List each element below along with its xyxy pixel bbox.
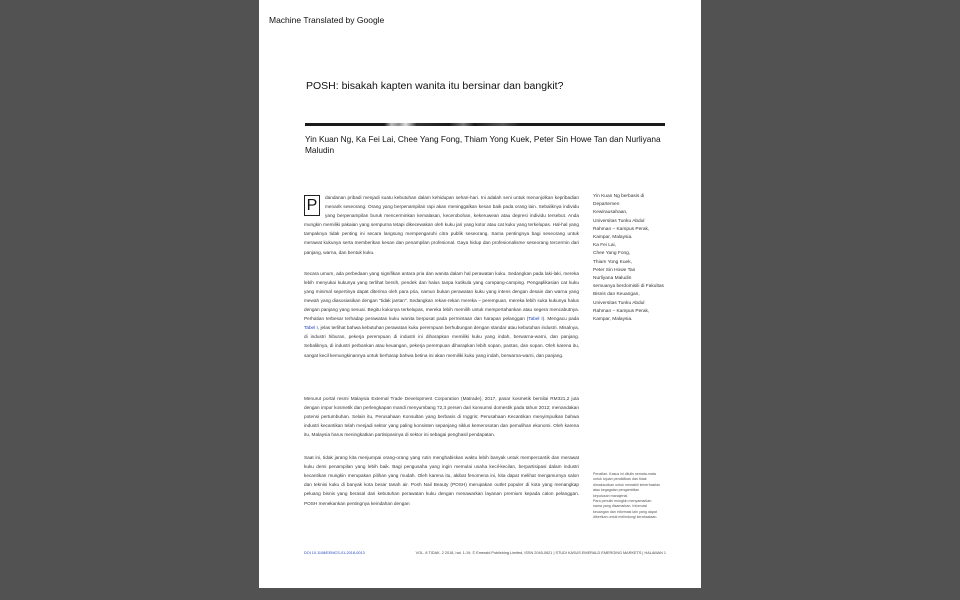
affiliation-line: Departemen <box>593 202 620 208</box>
affiliation-line: Universitas Tunku Abdul <box>593 218 645 224</box>
dropcap: P <box>304 195 320 216</box>
paragraph-1-text: dandanan pribadi menjadi suatu kebutuhan dalam kehidupan sehari-hari. Ini adalah seni untuk menonjolkan kepribadian menarik seseorang. Orang yang berpenampilan rapi akan meninggalkan kesan baik pada orang lain. Sebaliknya individu yang berpenampilan buruk mencerminkan kemalasan, kecerobohan, kekeruwean atau depresi individu tersebut. Anda mungkin memiliki pakaian yang sempurna tetapi dikecewakan oleh kuku jari yang kotor atau cat kuku yang terkelupas. Hal-hal yang tampaknya tidak penting ini secara langsung mempengaruhi citra publik seseorang. Sama pentingnya bagi seseorang untuk merawat kukunya serta memberikan kesan dan penampilan profesional. Gaya hidup dan profesionalisme seseorang tercermin dari panjang, warna, dan bentuk kuku. <box>304 195 579 255</box>
body-paragraph-1 <box>304 193 579 257</box>
affiliation-line: Chee Yang Fong, <box>593 251 631 257</box>
body-paragraph-4: Saat ini, tidak jarang kita menjumpai orang-orang yang rutin menghabiskan waktu lebih banyak untuk mempercantik dan merawat kuku demi penampilan yang lebih baik. Bagi pengusaha yang ingin memulai usaha kecil-kecilan, berpartisipasi dalam industri kecantikan mungkin merupakan pilihan yang mudah. Oleh karena itu, akibat fenomena ini, kita dapat melihat menjamurnya salon dan teknisi kuku di banyak kota besar tanah air. Posh Nail Beauty (POSH) merupakan outlet populer di kota yang menangkap peluang bisnis yang berasal dari kebutuhan perawatan kuku dengan menawarkan layanan premium kepada calon pelanggan. POSH menekankan pentingnya keindahan dengan <box>304 455 579 506</box>
paragraph-2-text-c: , jelas terlihat bahwa kebutuhan perawatan kuku perempuan berhubungan dengan standar atau kebutuhan industri. Misalnya, di industri hiburan, pekerja perempuan di industri ini diharapkan memiliki kuku yang indah, berwarna-warni, dan panjang. Sebaliknya, di industri perbankan atau keuangan, pekerja perempuan diharapkan lebih sopan, pantas, dan sopan. Oleh karena itu, sangat kecil kemungkinannya untuk berharap bahwa betina ini akan memiliki kuku yang indah, berwarna-warni, dan panjang. <box>304 325 579 358</box>
table-1-link[interactable]: Tabel I <box>528 316 543 322</box>
disclaimer-note <box>593 472 665 521</box>
affiliation-line: Nurliyana Maludin <box>593 276 632 282</box>
document-page <box>259 0 701 588</box>
affiliation-line: Ka Fei Lai, <box>593 243 616 249</box>
affiliation-line: Yin Kuan Ng berbasis di <box>593 194 645 199</box>
disclaimer-line: untuk tujuan pendidikan dan tidak <box>593 477 647 482</box>
machine-translated-banner: Machine Translated by Google <box>269 15 385 25</box>
affiliation-line: Thiam Yong Kuek, <box>593 259 632 265</box>
decorative-divider <box>305 123 665 126</box>
affiliation-line: Universitas Tunku Abdul <box>593 300 645 306</box>
affiliation-line: Kewirausahaan, <box>593 210 628 216</box>
affiliation-line: Rahman – Kampus Perak, <box>593 308 650 314</box>
footer-publication-info: VOL. 8 TIDAK. 2 2018, hal. 1-19, © Emerald Publishing Limited, ISSN 2045-0621 | STUDI KASUS EMERALD EMERGING MARKETS | HALAMAN 1 <box>415 551 666 555</box>
doi-link[interactable]: DOI 10.1108/EEMCS-01-2018-0013 <box>304 551 365 555</box>
disclaimer-line: nama yang disamarkan. Informasi <box>593 504 648 509</box>
disclaimer-line: Para penulis mungkin menyamarkan <box>593 499 652 504</box>
body-paragraph-2 <box>304 269 579 360</box>
article-authors: Yin Kuan Ng, Ka Fei Lai, Chee Yang Fong, Thiam Yong Kuek, Peter Sin Howe Tan dan Nurliyana Maludin <box>305 134 661 155</box>
affiliation-line: Peter Sin Howe Tan <box>593 267 636 273</box>
author-affiliation <box>593 193 679 324</box>
disclaimer-line: keputusan manajerial. <box>593 493 629 498</box>
affiliation-line: Bisnis dan Keuangan, <box>593 292 640 298</box>
article-title: POSH: bisakah kapten wanita itu bersinar dan bangkit? <box>306 80 564 92</box>
disclaimer-line: atau kegagalan pengambilan <box>593 488 640 493</box>
affiliation-line: Rahman – Kampus Perak, <box>593 226 650 232</box>
affiliation-line: Kampar, Malaysia. <box>593 317 633 323</box>
affiliation-line: Kampar, Malaysia. <box>593 235 633 241</box>
disclaimer-line: dimaksudkan untuk mewakili keberhasilan <box>593 482 661 487</box>
paragraph-2-text-a: Secara umum, ada perbedaan yang signifikan antara pria dan wanita dalam hal perawatan kuku. Sedangkan pada laki-laki, mereka lebih menyukai kukunya yang terlihat bersih, pendek dan halus tanpa kutikula yang compang-camping. Pengaplikasian cat kuku yang minimal sepertinya dapat diterima oleh para pria, namun bukan perawatan kuku yang intens dengan desain dan warna yang mewah yang diasosiasikan dengan "tidak jantan". Sedangkan rekan-rekan mereka – perempuan, mereka lebih suka kukunya halus dengan panjang yang sesuai. Begitu kukunya terkelupas, mereka lebih memilih untuk mempertahankan atau segera mencabutnya. Perhatian terbesar terhadap perawatan kuku wanita berpusat pada permintaan dan harapan pelanggan ( <box>304 270 579 322</box>
body-paragraph-3: Menurut portal resmi Malaysia External Trade Development Corporation (Matrade), 2017, pasar kosmetik bernilai RM321,2 juta dengan impor kosmetik dan perlengkapan mandi menyumbang 72,3 persen dari konsumsi domestik pada tahun 2012; menandakan potensi pertumbuhan. Selain itu, Perusahaan Konsultan yang berbasis di Inggris; Perusahaan Kecantikan menyimpulkan bahwa industri kecantikan telah menjadi sektor yang paling konsisten sepanjang siklus kemerosotan dan pemulihan ekonomi. Oleh karena itu, Malaysia harus meningkatkan partisipasinya di sektor ini sebagai penghasil pendapatan. <box>304 395 579 437</box>
disclaimer-line: keuangan dan informasi lain yang dapat <box>593 509 657 514</box>
table-1-link-2[interactable]: Tabel I <box>304 325 318 331</box>
disclaimer-line: Penafian. Kasus ini ditulis semata-mata <box>593 472 656 476</box>
disclaimer-line: diberikan untuk melindungi kerahasiaan. <box>593 515 658 520</box>
paragraph-2-text-b: ). Mengacu pada <box>542 316 579 322</box>
main-body-column <box>304 193 579 508</box>
affiliation-line: semuanya berdomisili di Fakultas <box>593 284 664 290</box>
